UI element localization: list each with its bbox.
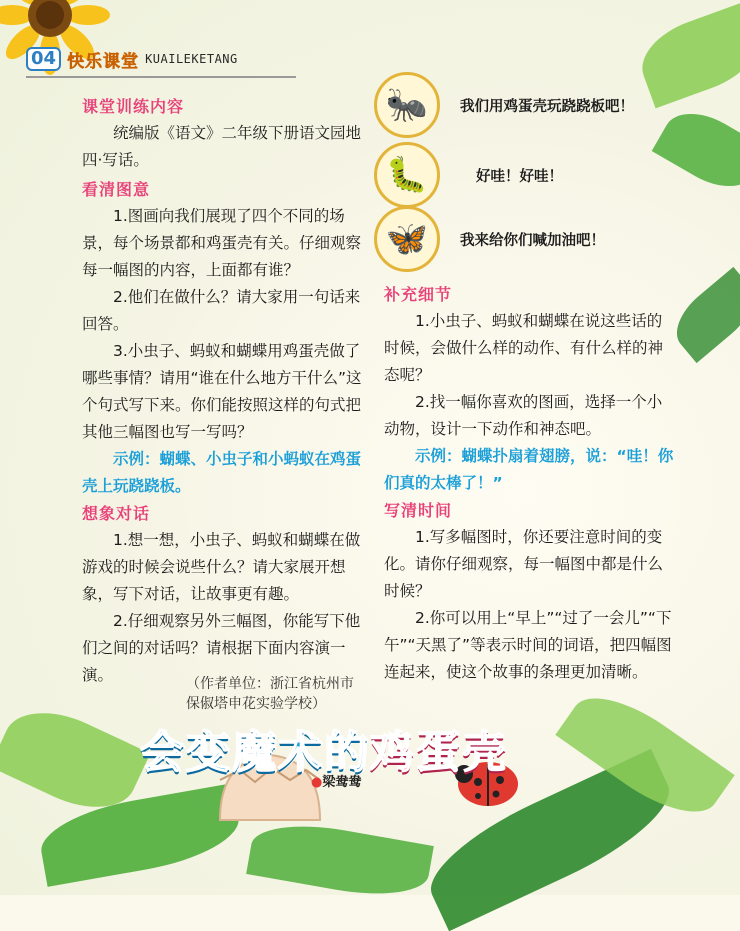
dialogue-text: 我来给你们喊加油吧！: [460, 232, 605, 249]
affiliation-line-1: （作者单位：浙江省杭州市: [186, 676, 354, 692]
imagine-question-2: 2.仔细观察另外三幅图，你能写下他们之间的对话吗？请根据下面内容演一演。: [82, 612, 361, 684]
detail-question-1: 1.小虫子、蚂蚁和蝴蝶在说这些话的时候，会做什么样的动作、有什么样的神态呢？: [384, 312, 664, 384]
bullet-icon: ●: [311, 775, 323, 790]
section-name-english: KUAILEKETANG: [145, 52, 238, 66]
dialogue-butterfly: [374, 206, 605, 272]
detail-question-2: 2.找一幅你喜欢的图画，选择一个小动物，设计一下动作和神态吧。: [384, 393, 663, 438]
author-affiliation: [186, 674, 354, 714]
dialogue-ant: [374, 72, 634, 138]
ant-icon: 🐜: [374, 72, 440, 138]
author-name: [311, 771, 361, 790]
page-header: [26, 46, 238, 72]
heading-imagine: 想象对话: [82, 504, 151, 523]
dialogue-text: 我们用鸡蛋壳玩跷跷板吧！: [460, 98, 634, 115]
detail-example: 示例：蝴蝶扑扇着翅膀，说：“哇！你们真的太棒了！”: [384, 447, 674, 492]
header-divider: [26, 76, 296, 78]
time-question-2: 2.你可以用上“早上”“过了一会儿”“下午”“天黑了”等表示时间的词语，把四幅图连起来，使这个故事的条理更加清晰。: [384, 609, 672, 681]
caterpillar-icon: 🐛: [374, 142, 440, 208]
right-column: [384, 281, 674, 686]
heading-training: 课堂训练内容: [82, 97, 185, 116]
heading-look: 看清图意: [82, 180, 151, 199]
look-question-3: 3.小虫子、蚂蚁和蝴蝶用鸡蛋壳做了哪些事情？请用“谁在什么地方干什么”这个句式写下来。你们能按照这样的句式把其他三幅图也写一写吗？: [82, 342, 362, 441]
look-question-1: 1.图画向我们展现了四个不同的场景，每个场景都和鸡蛋壳有关。仔细观察每一幅图的内容，上面都有谁？: [82, 207, 362, 279]
author-text: 梁鸯鸯: [322, 775, 362, 790]
heading-time: 写清时间: [384, 501, 453, 520]
time-question-1: 1.写多幅图时，你还要注意时间的变化。请你仔细观察，每一幅图中都是什么时候？: [384, 528, 664, 600]
butterfly-icon: 🦋: [374, 206, 440, 272]
look-example: 示例：蝴蝶、小虫子和小蚂蚁在鸡蛋壳上玩跷跷板。: [82, 450, 362, 495]
left-column: [82, 93, 364, 689]
page-number: 04: [26, 47, 61, 71]
imagine-question-1: 1.想一想，小虫子、蚂蚁和蝴蝶在做游戏的时候会说些什么？请大家展开想象，写下对话，让故事更有趣。: [82, 531, 361, 603]
dialogue-caterpillar: [374, 142, 563, 208]
dialogue-text: 好哇！好哇！: [476, 168, 563, 185]
section-name: 快乐课堂: [67, 51, 140, 72]
title-part-1: 会变魔术的: [140, 727, 370, 778]
training-text: 统编版《语文》二年级下册语文园地四·写话。: [82, 124, 362, 169]
affiliation-line-2: 保俶塔申花实验学校）: [186, 696, 326, 712]
look-question-2: 2.他们在做什么？请大家用一句话来回答。: [82, 288, 361, 333]
heading-detail: 补充细节: [384, 285, 453, 304]
title-part-2: 鸡蛋壳: [370, 727, 508, 778]
